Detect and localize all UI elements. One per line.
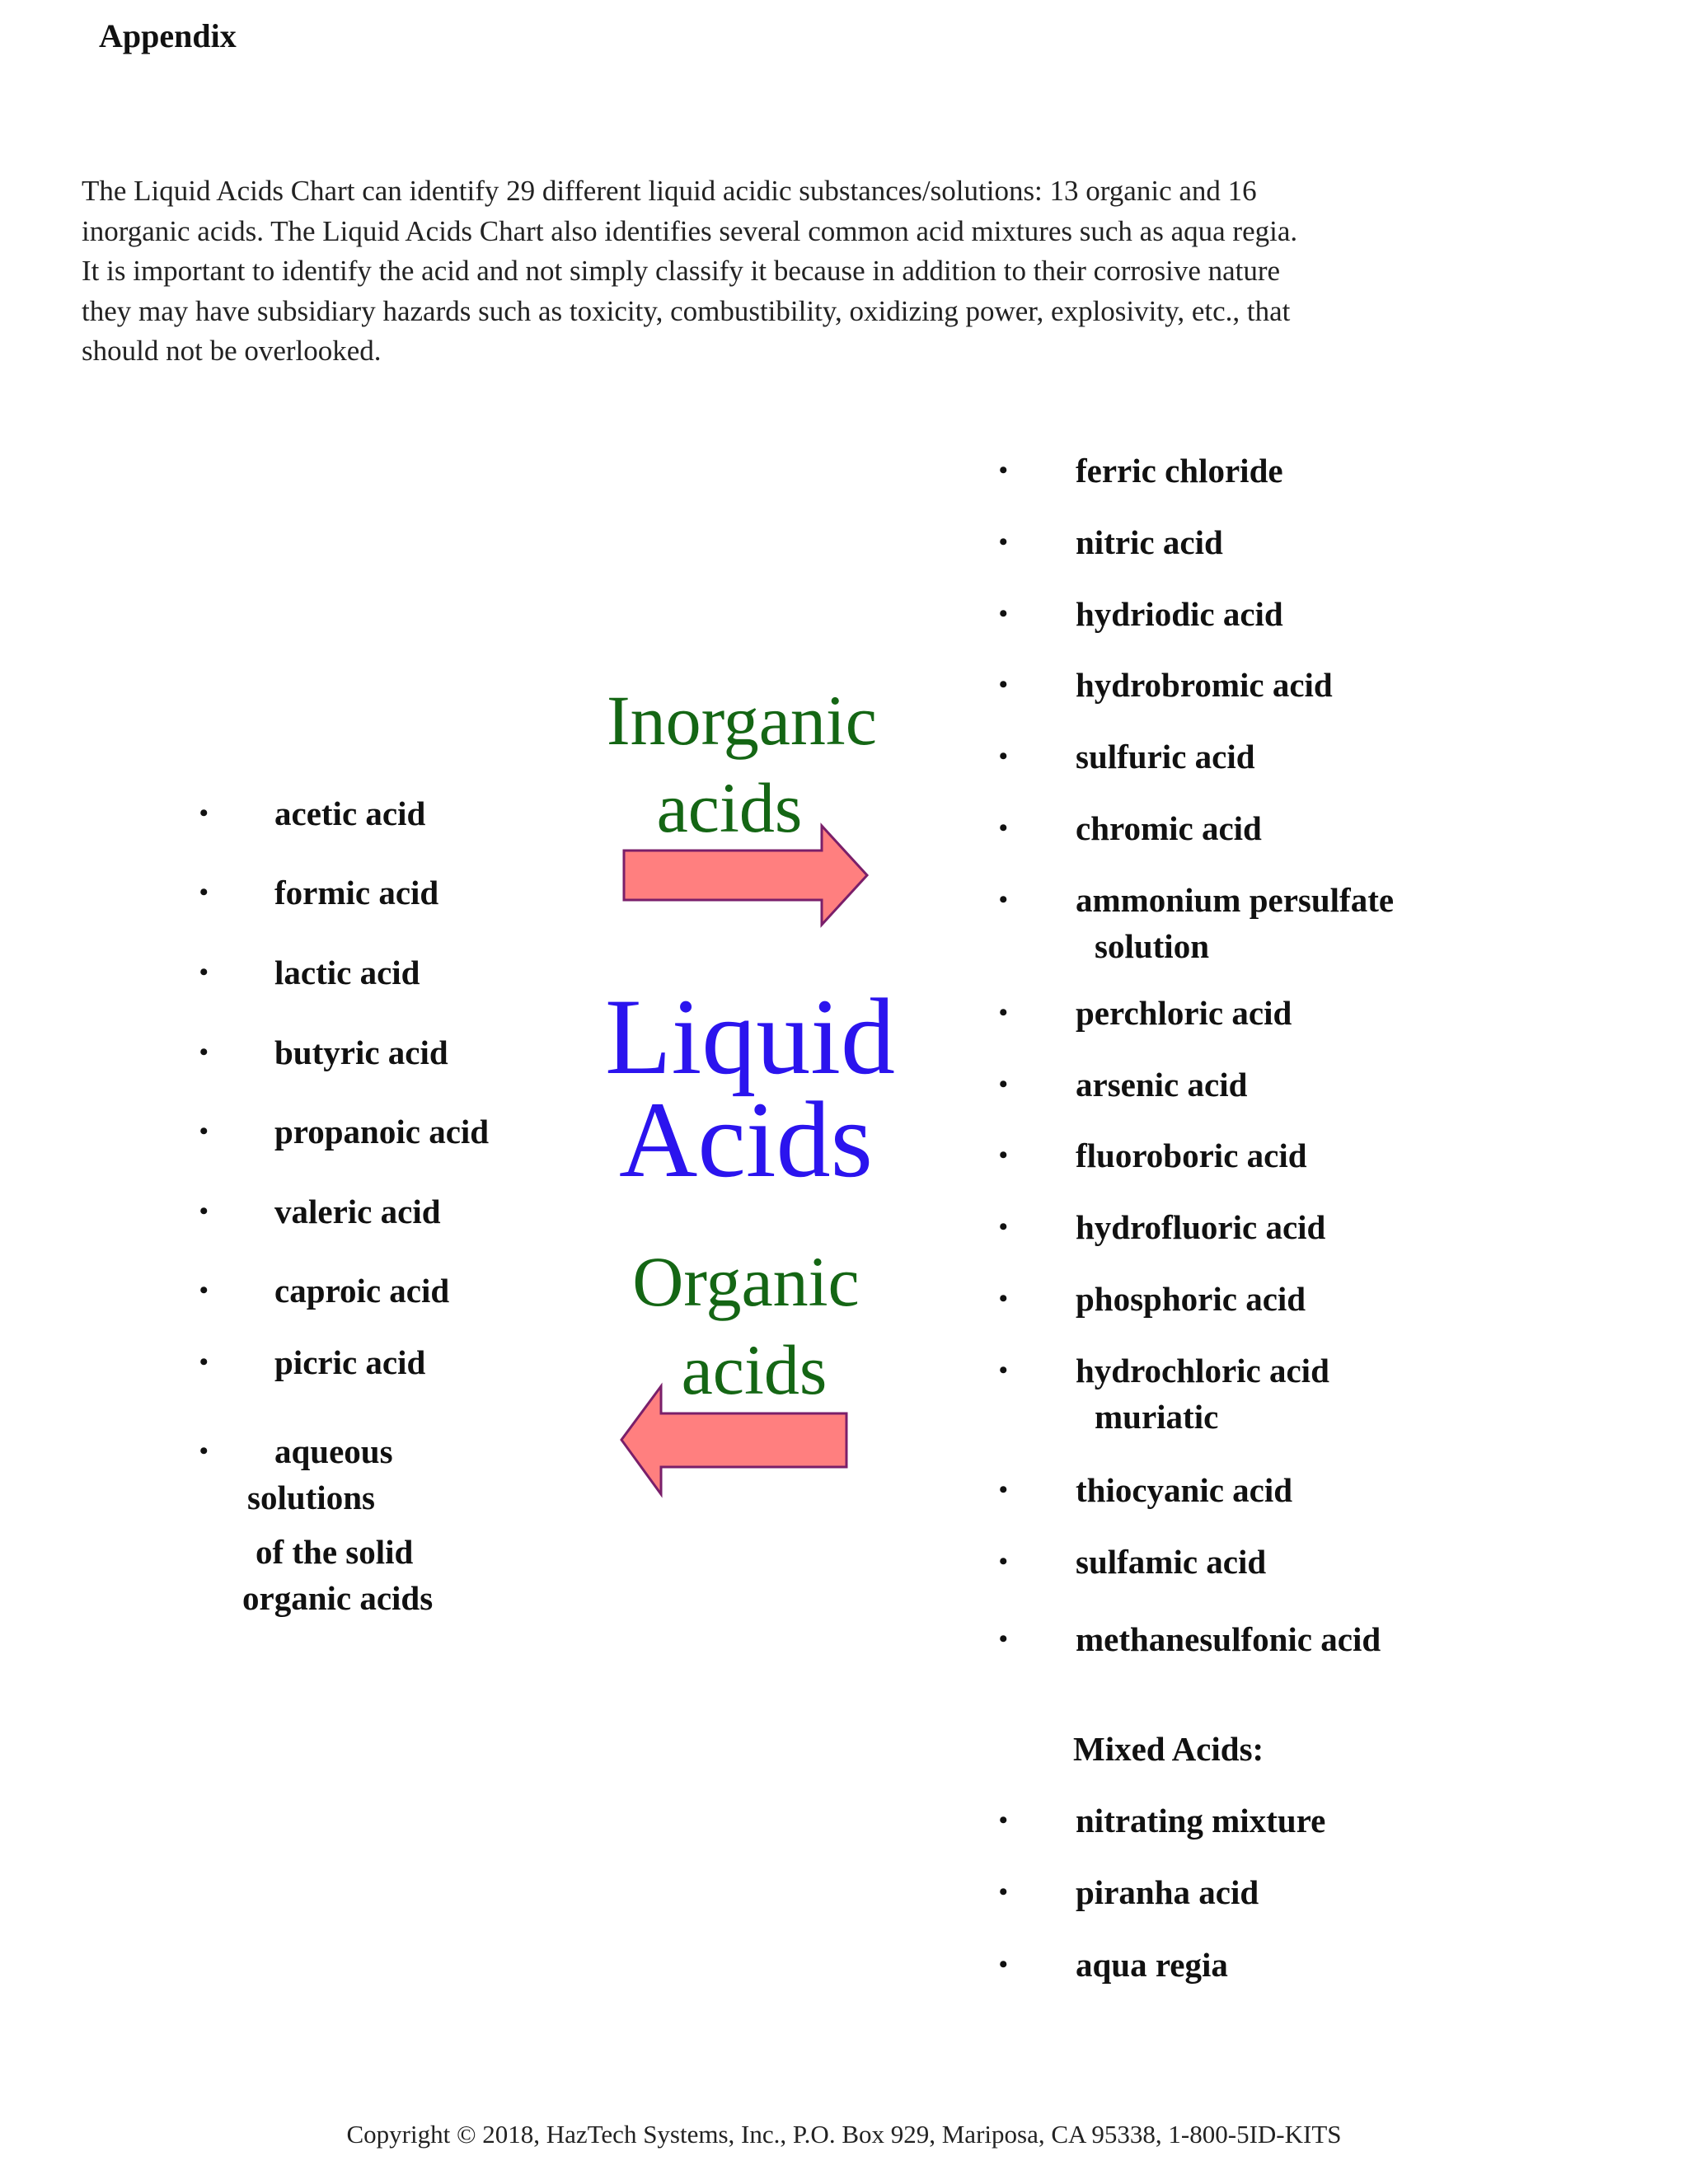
- bullet-icon: •: [999, 1878, 1008, 1905]
- bullet-icon: •: [999, 1357, 1008, 1384]
- bullet-icon: •: [999, 1285, 1008, 1312]
- intro-line: It is important to identify the acid and not simply classify it because in addition to their corrosive nature: [82, 255, 1281, 287]
- list-item: butyric acid: [274, 1033, 448, 1071]
- bullet-icon: •: [199, 1197, 209, 1225]
- list-item: ferric chloride: [1076, 452, 1283, 490]
- bullet-icon: •: [199, 1437, 209, 1465]
- bullet-icon: •: [999, 1071, 1008, 1098]
- list-item: hydrobromic acid: [1076, 666, 1333, 704]
- organic-title: Organic: [632, 1242, 860, 1321]
- bullet-icon: •: [999, 457, 1008, 484]
- intro-line: they may have subsidiary hazards such as toxicity, combustibility, oxidizing power, explosivity, etc., that: [82, 294, 1291, 327]
- bullet-icon: •: [999, 600, 1008, 627]
- list-item: sulfuric acid: [1076, 738, 1255, 776]
- intro-line: inorganic acids. The Liquid Acids Chart also identifies several common acid mixtures such as aqua regia.: [82, 214, 1298, 247]
- list-item: piranha acid: [1076, 1873, 1259, 1911]
- list-item: nitric acid: [1076, 523, 1223, 561]
- list-item: propanoic acid: [274, 1113, 490, 1151]
- bullet-icon: •: [999, 671, 1008, 698]
- bullet-icon: •: [999, 1951, 1008, 1978]
- bullet-icon: •: [199, 1118, 209, 1145]
- liquid-title: Liquid: [605, 976, 895, 1097]
- bullet-icon: •: [999, 1548, 1008, 1575]
- list-item: hydriodic acid: [1076, 595, 1283, 633]
- bullet-icon: •: [999, 743, 1008, 770]
- bullet-icon: •: [999, 1213, 1008, 1240]
- bullet-icon: •: [199, 1277, 209, 1304]
- intro-line: should not be overlooked.: [82, 335, 382, 367]
- list-item: aqua regia: [1076, 1946, 1228, 1984]
- list-item: phosphoric acid: [1076, 1280, 1306, 1318]
- inorganic-title-acids: acids: [656, 768, 803, 847]
- copyright-footer: Copyright © 2018, HazTech Systems, Inc., P.O. Box 929, Mariposa, CA 95338, 1-800-5ID-KITS: [346, 2120, 1342, 2149]
- bullet-icon: •: [999, 528, 1008, 555]
- organic-title-acids: acids: [681, 1330, 828, 1409]
- acids-title: Acids: [619, 1079, 873, 1200]
- intro-paragraph: [82, 171, 1483, 372]
- list-item-continuation: solution: [1095, 927, 1209, 965]
- mixed-acids-heading: Mixed Acids:: [1073, 1730, 1264, 1768]
- list-item: hydrochloric acid: [1076, 1352, 1329, 1390]
- list-item: arsenic acid: [1076, 1066, 1248, 1104]
- list-item: chromic acid: [1076, 809, 1262, 847]
- intro-line: The Liquid Acids Chart can identify 29 different liquid acidic substances/solutions: 13 organic and 16: [82, 175, 1257, 207]
- bullet-icon: •: [999, 1476, 1008, 1503]
- inorganic-title: Inorganic: [607, 681, 877, 760]
- list-item-continuation: solutions: [247, 1479, 375, 1516]
- list-item: thiocyanic acid: [1076, 1471, 1293, 1509]
- list-item: methanesulfonic acid: [1076, 1620, 1381, 1658]
- bullet-icon: •: [999, 814, 1008, 841]
- list-item: fluoroboric acid: [1076, 1137, 1307, 1174]
- bullet-icon: •: [999, 1141, 1008, 1169]
- bullet-icon: •: [199, 799, 209, 827]
- bullet-icon: •: [199, 1348, 209, 1376]
- list-item: formic acid: [274, 874, 439, 912]
- bullet-icon: •: [999, 1625, 1008, 1652]
- bullet-icon: •: [999, 886, 1008, 913]
- list-item: nitrating mixture: [1076, 1802, 1326, 1840]
- bullet-icon: •: [999, 1807, 1008, 1834]
- bullet-icon: •: [199, 958, 209, 986]
- list-item: lactic acid: [274, 954, 420, 991]
- left-arrow-icon: [620, 1385, 851, 1500]
- bullet-icon: •: [199, 1038, 209, 1066]
- list-item: perchloric acid: [1076, 994, 1292, 1032]
- list-item-continuation: of the solid: [256, 1533, 414, 1571]
- list-item: caproic acid: [274, 1272, 450, 1310]
- list-item: ammonium persulfate: [1076, 881, 1395, 919]
- list-item: sulfamic acid: [1076, 1543, 1267, 1581]
- list-item: valeric acid: [274, 1193, 441, 1230]
- list-item: picric acid: [274, 1343, 426, 1381]
- list-item: aqueous: [274, 1432, 393, 1470]
- list-item: acetic acid: [274, 794, 426, 832]
- bullet-icon: •: [199, 879, 209, 906]
- bullet-icon: •: [999, 999, 1008, 1026]
- list-item-continuation: muriatic: [1095, 1398, 1219, 1436]
- page-heading: Appendix: [99, 17, 237, 54]
- right-arrow-icon: [622, 824, 870, 931]
- list-item: hydrofluoric acid: [1076, 1208, 1326, 1246]
- list-item-continuation: organic acids: [242, 1579, 434, 1617]
